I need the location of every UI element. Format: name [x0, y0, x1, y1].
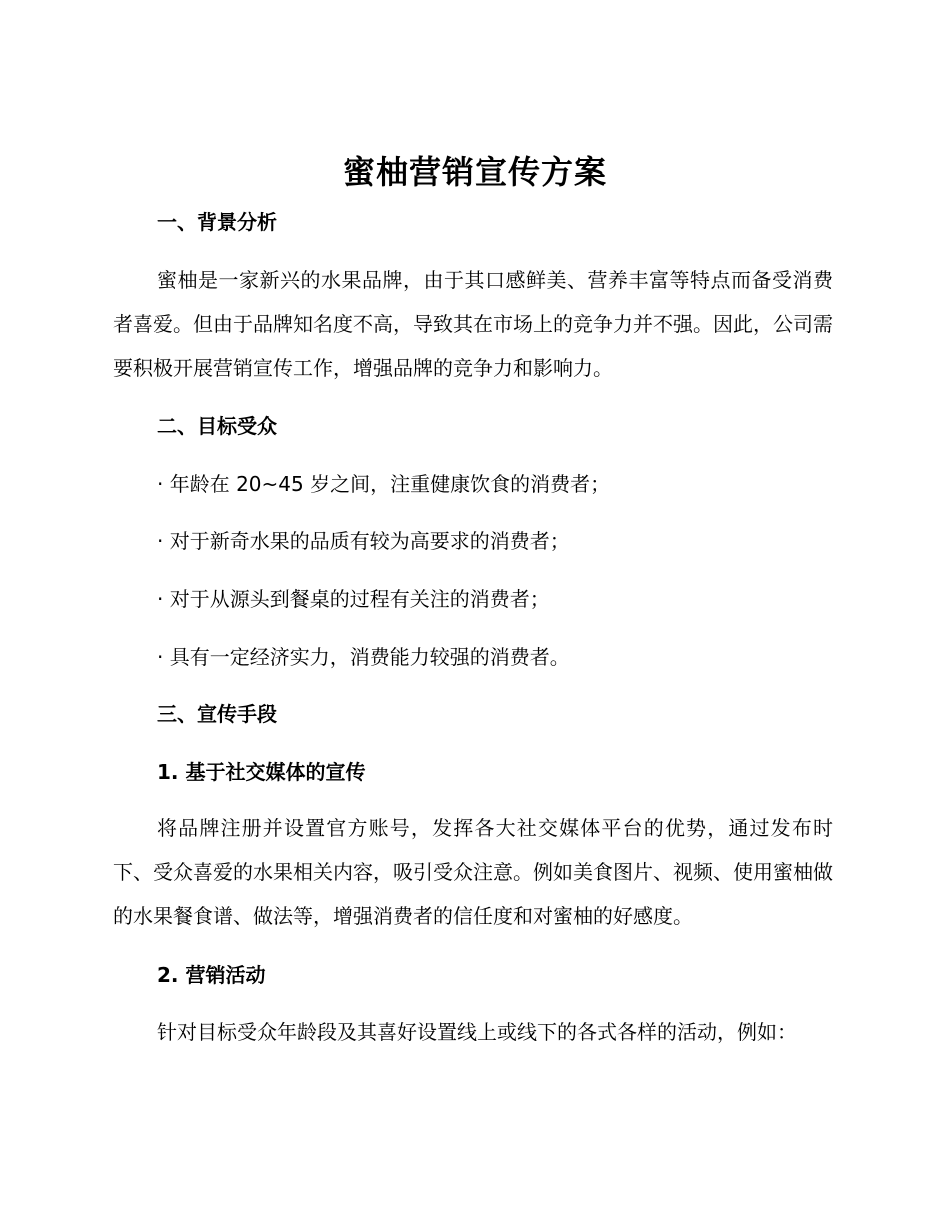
audience-list-item: · 具有一定经济实力，消费能力较强的消费者。 [157, 645, 570, 669]
section-heading-background: 一、背景分析 [157, 210, 277, 234]
audience-list-item: · 对于从源头到餐桌的过程有关注的消费者； [157, 587, 550, 611]
subsection-heading-social: 1. 基于社交媒体的宣传 [157, 760, 366, 784]
subsection-heading-events: 2. 营销活动 [157, 963, 266, 987]
document-title: 蜜柚营销宣传方案 [342, 153, 607, 191]
section-heading-audience: 二、目标受众 [157, 414, 277, 438]
paragraph-social: 将品牌注册并设置官方账号，发挥各大社交媒体平台的优势，通过发布时下、受众喜爱的水果相关内容，吸引受众注意。例如美食图片、视频、使用蜜柚做的水果餐食谱、做法等，增强消费者的信任度和对蜜柚的好感度。 [113, 816, 833, 928]
section-heading-methods: 三、宣传手段 [157, 702, 277, 726]
paragraph-background: 蜜柚是一家新兴的水果品牌，由于其口感鲜美、营养丰富等特点而备受消费者喜爱。但由于品牌知名度不高，导致其在市场上的竞争力并不强。因此，公司需要积极开展营销宣传工作，增强品牌的竞争力和影响力。 [113, 268, 833, 380]
audience-list-item: · 对于新奇水果的品质有较为高要求的消费者； [157, 529, 570, 553]
audience-list-item: · 年龄在 20~45 岁之间，注重健康饮食的消费者； [157, 472, 611, 496]
paragraph-events: 针对目标受众年龄段及其喜好设置线上或线下的各式各样的活动，例如： [157, 1020, 797, 1044]
